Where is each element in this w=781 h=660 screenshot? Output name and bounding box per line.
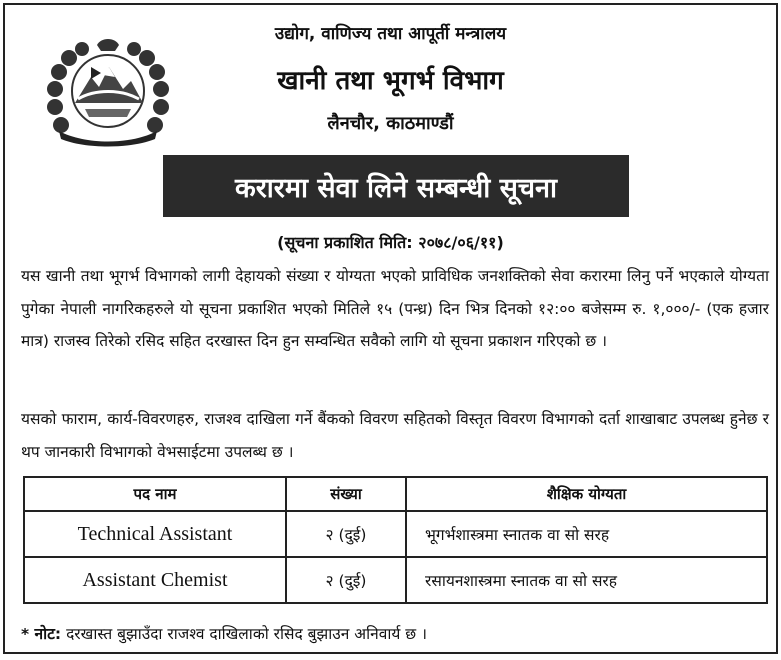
publication-date: (सूचना प्रकाशित मिति: २०७८/०६/११) bbox=[277, 233, 504, 252]
table-header-row bbox=[24, 477, 767, 511]
post-qualification: भूगर्भशास्त्रमा स्नातक वा सो सरह bbox=[406, 511, 767, 557]
notice-page bbox=[3, 3, 778, 654]
post-count: २ (दुई) bbox=[286, 557, 406, 603]
table-row bbox=[24, 557, 767, 603]
post-count: २ (दुई) bbox=[286, 511, 406, 557]
note-text: दरखास्त बुझाउँदा राजश्व दाखिलाको रसिद बुझाउन अनिवार्य छ । bbox=[61, 625, 427, 643]
body-paragraph-1: यस खानी तथा भूगर्भ विभागको लागी देहायको संख्या र योग्यता भएको प्राविधिक जनशक्तिको सेवा करारमा लिनु पर्ने भएकाले योग्यता पुगेका नेपाली नागरिकहरुले यो सूचना प्रकाशित भएको मितिले १५ (पन्ध्र) दिन भित्र दिनको १२:०० बजेसम्म रु. १,०००/- (एक हजार मात्र) राजस्व तिरेको रसिद सहित दरखास्त दिन हुन सम्वन्धित सवैको लागि यो सूचना प्रकाशन गरिएको छ । bbox=[21, 267, 769, 350]
department-location: लैनचौर, काठमाण्डौं bbox=[327, 113, 454, 134]
vacancy-table bbox=[23, 476, 768, 604]
column-header-qualification: शैक्षिक योग्यता bbox=[406, 477, 767, 511]
table-row bbox=[24, 511, 767, 557]
department-name: खानी तथा भूगर्भ विभाग bbox=[277, 66, 504, 96]
post-name: Assistant Chemist bbox=[24, 557, 286, 603]
notice-title: करारमा सेवा लिने सम्बन्धी सूचना bbox=[163, 155, 629, 217]
footer-note bbox=[21, 622, 427, 644]
body-paragraph-2: यसको फाराम, कार्य-विवरणहरु, राजश्व दाखिला गर्ने बैंकको विवरण सहितको विस्तृत विवरण विभागको दर्ता शाखाबाट उपलब्ध हुनेछ र थप जानकारी विभागको वेभसाईटमा उपलब्ध छ । bbox=[21, 410, 769, 461]
post-qualification: रसायनशास्त्रमा स्नातक वा सो सरह bbox=[406, 557, 767, 603]
column-header-post: पद नाम bbox=[24, 477, 286, 511]
post-name: Technical Assistant bbox=[24, 511, 286, 557]
ministry-name: उद्योग, वाणिज्य तथा आपूर्ती मन्त्रालय bbox=[274, 24, 507, 44]
note-label: * नोट: bbox=[21, 625, 62, 643]
column-header-count: संख्या bbox=[286, 477, 406, 511]
